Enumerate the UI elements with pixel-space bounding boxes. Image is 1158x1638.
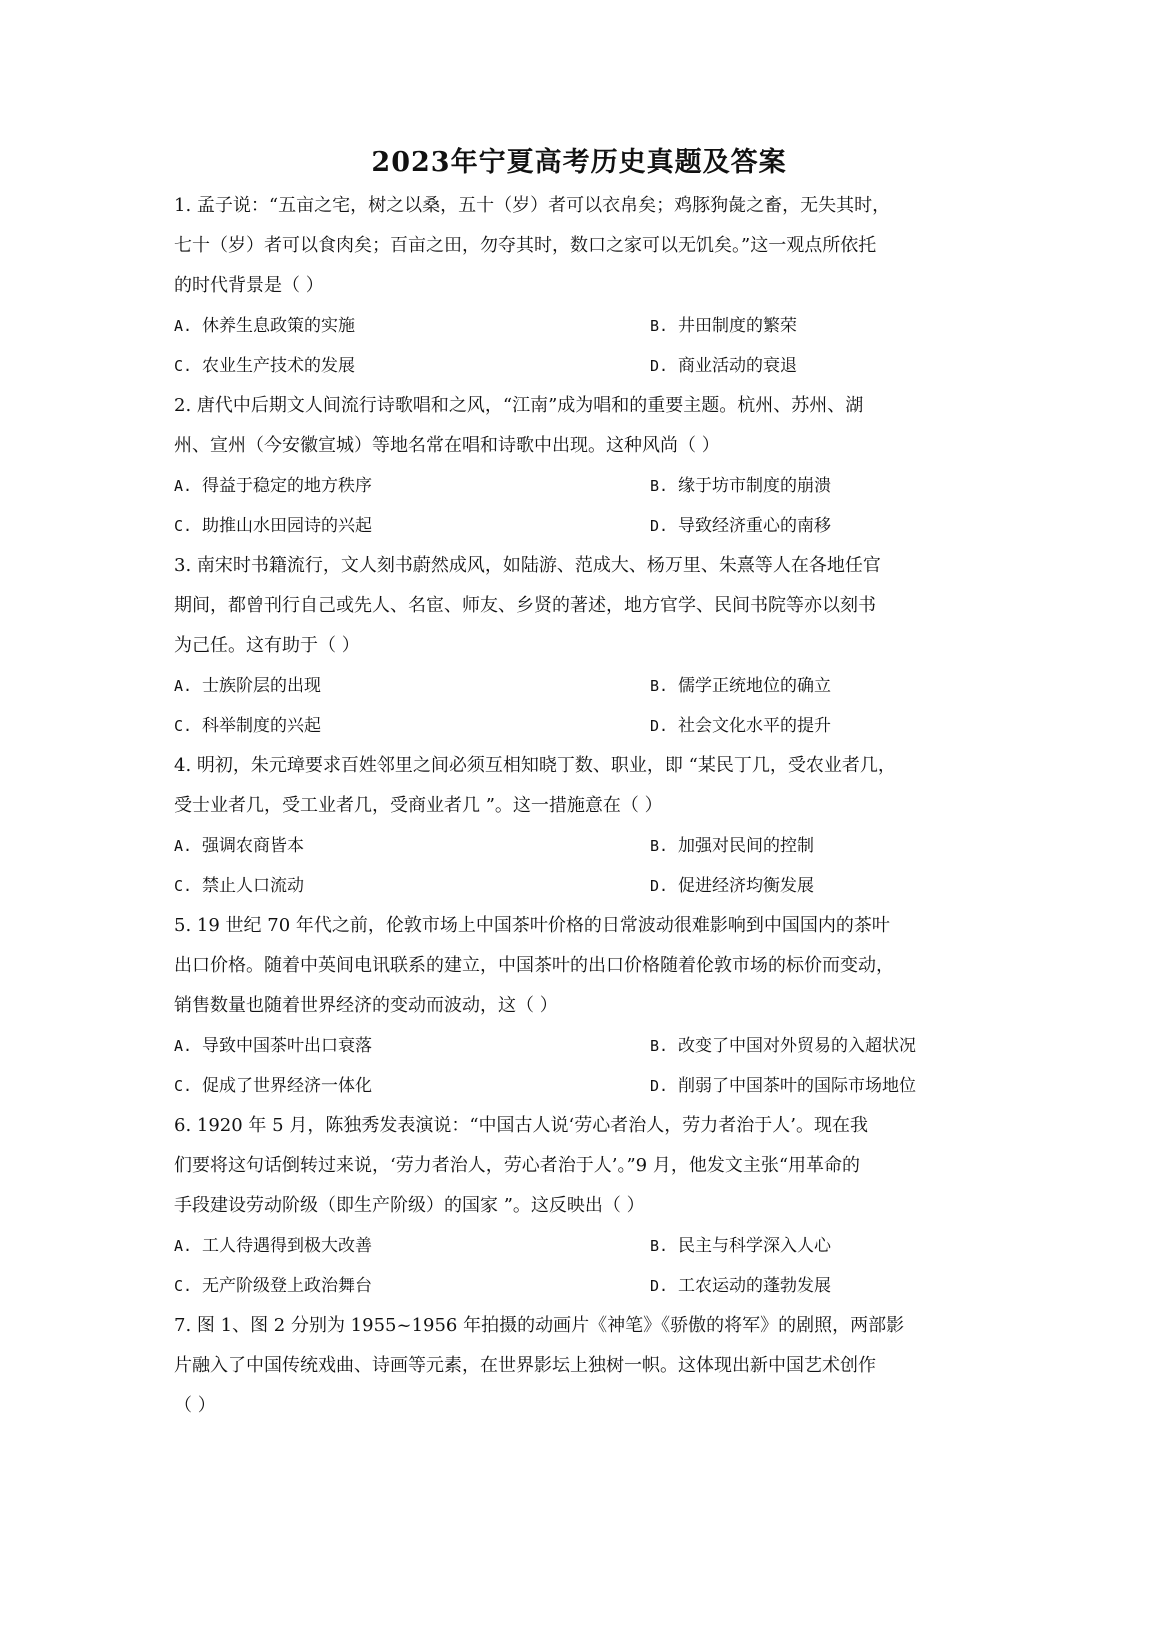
question-text-line: 手段建设劳动阶级（即生产阶级）的国家 ”。这反映出（ ） (174, 1195, 645, 1216)
question-text-line: 5. 19 世纪 70 年代之前，伦敦市场上中国茶叶价格的日常波动很难影响到中国国内的茶叶 (174, 915, 890, 936)
option-a: A. 工人待遇得到极大改善 (174, 1236, 372, 1256)
option-b: B. 井田制度的繁荣 (650, 316, 797, 336)
question-text-line: 期间，都曾刊行自己或先人、名宦、师友、乡贤的著述，地方官学、民间书院等亦以刻书 (174, 595, 876, 616)
question-text-line: 出口价格。随着中英间电讯联系的建立，中国茶叶的出口价格随着伦敦市场的标价而变动， (174, 955, 894, 976)
option-c: C. 促成了世界经济一体化 (174, 1076, 372, 1096)
options-row (174, 1026, 994, 1066)
question-7 (174, 1306, 994, 1426)
question-5 (174, 906, 994, 1106)
question-text-line: 销售数量也随着世界经济的变动而波动，这（ ） (174, 995, 558, 1016)
option-d: D. 削弱了中国茶叶的国际市场地位 (650, 1076, 916, 1096)
option-c: C. 禁止人口流动 (174, 876, 304, 896)
question-text-line: （ ） (174, 1395, 216, 1416)
option-c: C. 农业生产技术的发展 (174, 356, 355, 376)
question-text-line: 州、宣州（今安徽宣城）等地名常在唱和诗歌中出现。这种风尚（ ） (174, 435, 720, 456)
options-row (174, 1226, 994, 1266)
question-4 (174, 746, 994, 906)
question-text-line: 为己任。这有助于（ ） (174, 635, 360, 656)
option-b: B. 缘于坊市制度的崩溃 (650, 476, 831, 496)
options-row (174, 1266, 994, 1306)
options-row (174, 1066, 994, 1106)
options-row (174, 506, 994, 546)
question-list (174, 186, 994, 1426)
option-d: D. 工农运动的蓬勃发展 (650, 1276, 831, 1296)
question-text-line: 7. 图 1、图 2 分别为 1955~1956 年拍摄的动画片《神笔》《骄傲的将军》的剧照，两部影 (174, 1315, 905, 1336)
options-row (174, 706, 994, 746)
option-a: A. 得益于稳定的地方秩序 (174, 476, 372, 496)
question-6 (174, 1106, 994, 1306)
option-b: B. 民主与科学深入人心 (650, 1236, 831, 1256)
option-d: D. 促进经济均衡发展 (650, 876, 814, 896)
option-a: A. 强调农商皆本 (174, 836, 304, 856)
option-b: B. 加强对民间的控制 (650, 836, 814, 856)
question-text-line: 们要将这句话倒转过来说，‘劳力者治人，劳心者治于人’。”9 月，他发文主张“用革命的 (174, 1155, 861, 1176)
options-row (174, 666, 994, 706)
option-d: D. 社会文化水平的提升 (650, 716, 831, 736)
options-row (174, 346, 994, 386)
question-text-line: 2. 唐代中后期文人间流行诗歌唱和之风，“江南”成为唱和的重要主题。杭州、苏州、湖 (174, 395, 864, 416)
question-text-line: 受士业者几，受工业者几，受商业者几 ”。这一措施意在（ ） (174, 795, 663, 816)
question-3 (174, 546, 994, 746)
document-title: 2023年宁夏高考历史真题及答案 (371, 147, 787, 178)
question-text-line: 6. 1920 年 5 月，陈独秀发表演说：“中国古人说‘劳心者治人，劳力者治于人’。现在我 (174, 1115, 868, 1136)
option-a: A. 士族阶层的出现 (174, 676, 321, 696)
question-text-line: 七十（岁）者可以食肉矣；百亩之田，勿夺其时，数口之家可以无饥矣。”这一观点所依托 (174, 235, 877, 256)
options-row (174, 866, 994, 906)
option-b: B. 儒学正统地位的确立 (650, 676, 831, 696)
question-text-line: 的时代背景是（ ） (174, 275, 324, 296)
option-d: D. 导致经济重心的南移 (650, 516, 831, 536)
option-c: C. 科举制度的兴起 (174, 716, 321, 736)
question-2 (174, 386, 994, 546)
option-b: B. 改变了中国对外贸易的入超状况 (650, 1036, 916, 1056)
question-text-line: 4. 明初，朱元璋要求百姓邻里之间必须互相知晓丁数、职业，即 “某民丁几，受农业者几， (174, 755, 896, 776)
question-text-line: 3. 南宋时书籍流行，文人刻书蔚然成风，如陆游、范成大、杨万里、朱熹等人在各地任官 (174, 555, 881, 576)
options-row (174, 466, 994, 506)
option-c: C. 无产阶级登上政治舞台 (174, 1276, 372, 1296)
option-c: C. 助推山水田园诗的兴起 (174, 516, 372, 536)
option-d: D. 商业活动的衰退 (650, 356, 797, 376)
options-row (174, 306, 994, 346)
options-row (174, 826, 994, 866)
question-text-line: 片融入了中国传统戏曲、诗画等元素，在世界影坛上独树一帜。这体现出新中国艺术创作 (174, 1355, 876, 1376)
question-text-line: 1. 孟子说：“五亩之宅，树之以桑，五十（岁）者可以衣帛矣；鸡豚狗彘之畜，无失其时， (174, 195, 891, 216)
option-a: A. 导致中国茶叶出口衰落 (174, 1036, 372, 1056)
question-1 (174, 186, 994, 386)
option-a: A. 休养生息政策的实施 (174, 316, 355, 336)
